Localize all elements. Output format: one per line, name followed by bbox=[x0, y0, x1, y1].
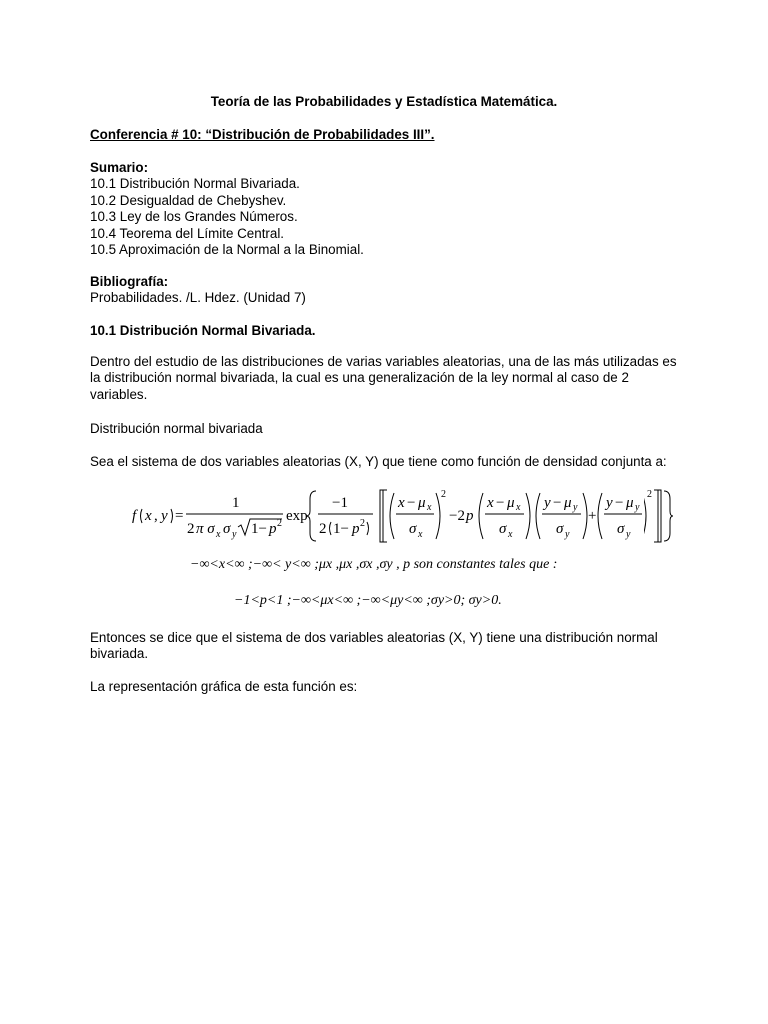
sumario-item: 10.2 Desigualdad de Chebyshev. bbox=[90, 192, 287, 208]
svg-text:y: y bbox=[626, 529, 631, 540]
sumario-item: 10.3 Ley de los Grandes Números. bbox=[90, 209, 298, 225]
svg-text:y: y bbox=[606, 495, 613, 511]
svg-text:x: x bbox=[508, 529, 513, 540]
density-formula bbox=[128, 485, 648, 547]
svg-text:σ: σ bbox=[499, 521, 507, 537]
svg-text:σ: σ bbox=[223, 521, 231, 537]
svg-text:x: x bbox=[216, 529, 221, 540]
distribution-label: Distribución normal bivariada bbox=[90, 421, 263, 436]
svg-text:π σ: π σ bbox=[196, 521, 215, 537]
sumario-heading: Sumario: bbox=[90, 160, 149, 175]
graph-intro-text: La representación gráfica de esta función es: bbox=[90, 679, 358, 694]
svg-text:2: 2 bbox=[187, 521, 195, 537]
svg-text:−2: −2 bbox=[449, 508, 465, 524]
svg-text:1: 1 bbox=[232, 495, 240, 511]
conference-heading: Conferencia # 10: “Distribución de Probabilidades III”. bbox=[90, 127, 435, 142]
section-title: 10.1 Distribución Normal Bivariada. bbox=[90, 323, 316, 338]
formula-conditions-2: −1<p<1 ;−∞<μx<∞ ;−∞<μy<∞ ;σy>0; σy>0. bbox=[234, 593, 502, 608]
density-intro-paragraph: Sea el sistema de dos variables aleatorias (X, Y) que tiene como función de densidad conjunta a: bbox=[90, 454, 667, 469]
svg-text:2: 2 bbox=[441, 489, 446, 500]
svg-text:y: y bbox=[544, 495, 551, 511]
sumario-section bbox=[90, 160, 680, 258]
intro-paragraph: Dentro del estudio de las distribuciones de varias variables aleatorias, una de las más utilizadas es la distribución normal bivariada, la cual es una generalización de la ley normal al caso de 2 variables. bbox=[90, 354, 677, 402]
svg-text:2: 2 bbox=[277, 518, 282, 529]
svg-text:σ: σ bbox=[617, 521, 625, 537]
svg-text:x: x bbox=[398, 495, 405, 511]
svg-text:,: , bbox=[154, 508, 158, 524]
svg-text:p: p bbox=[466, 508, 474, 524]
svg-text:−: − bbox=[553, 495, 562, 511]
svg-text:x: x bbox=[516, 502, 521, 513]
sumario-item: 10.4 Teorema del Límite Central. bbox=[90, 225, 285, 241]
bibliography-heading: Bibliografía: bbox=[90, 274, 169, 289]
svg-text:1−: 1− bbox=[333, 521, 349, 537]
svg-text:−: − bbox=[407, 495, 416, 511]
svg-text:−1: −1 bbox=[332, 495, 348, 511]
conclusion-paragraph: Entonces se dice que el sistema de dos variables aleatorias (X, Y) tiene una distribución normal bivariada. bbox=[90, 630, 658, 662]
svg-text:exp: exp bbox=[286, 508, 308, 524]
svg-text:2: 2 bbox=[360, 518, 365, 529]
svg-text:x: x bbox=[145, 508, 152, 524]
svg-text:μ: μ bbox=[507, 495, 515, 511]
svg-text:y: y bbox=[635, 502, 640, 513]
svg-text:2: 2 bbox=[319, 521, 327, 537]
svg-text:μ: μ bbox=[564, 495, 572, 511]
svg-text:σ: σ bbox=[409, 521, 417, 537]
svg-text:−: − bbox=[615, 495, 624, 511]
svg-text:1−: 1− bbox=[251, 521, 267, 537]
bibliography-section bbox=[90, 274, 680, 307]
svg-text:y: y bbox=[232, 529, 237, 540]
svg-text:μ: μ bbox=[626, 495, 634, 511]
svg-text:+: + bbox=[588, 508, 597, 524]
svg-text:−: − bbox=[496, 495, 505, 511]
svg-text:σ: σ bbox=[556, 521, 564, 537]
svg-text:x: x bbox=[487, 495, 494, 511]
bibliography-text: Probabilidades. /L. Hdez. (Unidad 7) bbox=[90, 290, 306, 306]
sumario-item: 10.5 Aproximación de la Normal a la Binomial. bbox=[90, 242, 364, 258]
density-formula-closing bbox=[644, 485, 674, 547]
svg-text:x: x bbox=[427, 502, 432, 513]
formula-conditions-1: −∞<x<∞ ;−∞< y<∞ ;μx ,μx ,σx ,σy , p son constantes tales que : bbox=[190, 557, 558, 572]
svg-text:2: 2 bbox=[647, 489, 652, 500]
svg-text:y: y bbox=[565, 529, 570, 540]
svg-text:y: y bbox=[573, 502, 578, 513]
svg-text:=: = bbox=[175, 508, 184, 524]
svg-text:μ: μ bbox=[418, 495, 426, 511]
svg-text:p: p bbox=[269, 521, 277, 537]
sumario-item: 10.1 Distribución Normal Bivariada. bbox=[90, 176, 300, 192]
svg-text:f: f bbox=[132, 508, 137, 524]
svg-text:p: p bbox=[352, 521, 360, 537]
svg-text:y: y bbox=[161, 508, 168, 524]
document-title: Teoría de las Probabilidades y Estadística Matemática. bbox=[210, 94, 558, 109]
svg-text:x: x bbox=[418, 529, 423, 540]
